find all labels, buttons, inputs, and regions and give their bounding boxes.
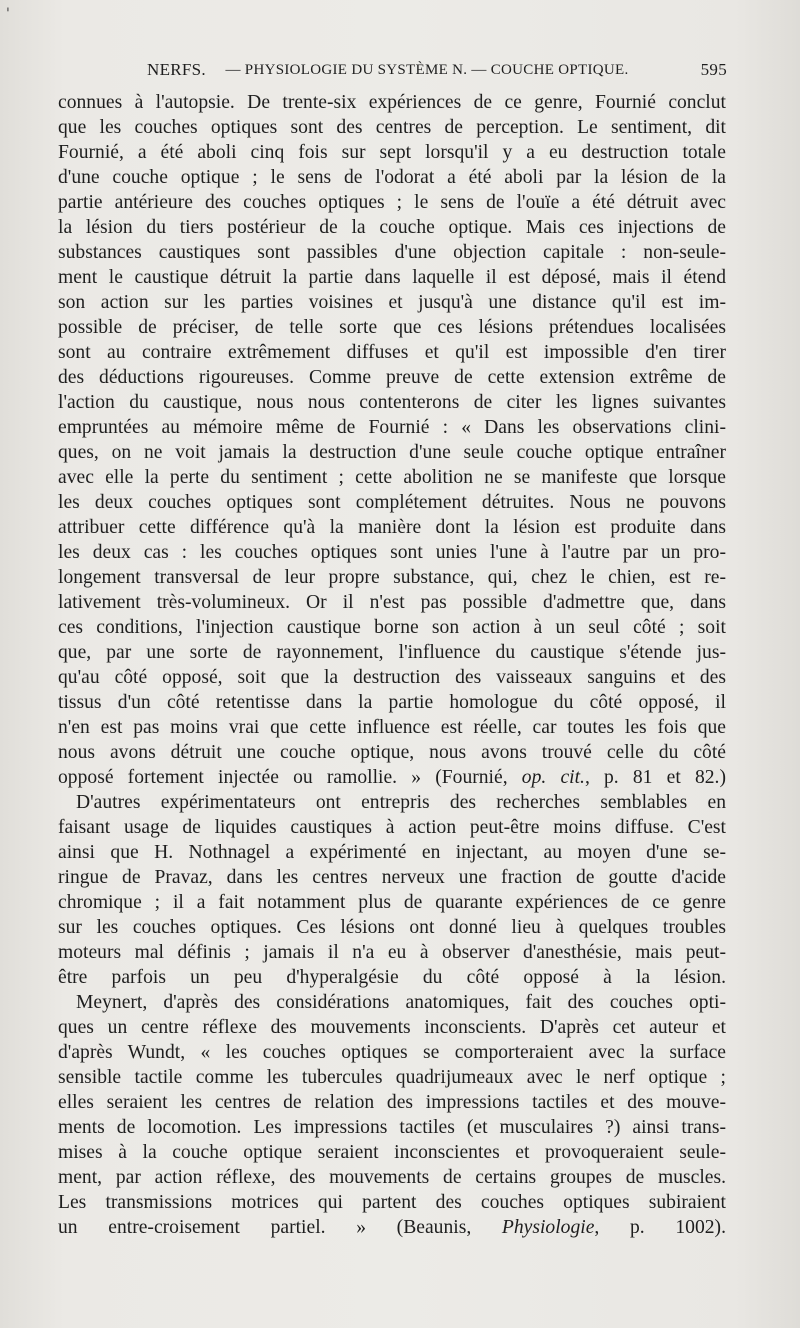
text-line: ces conditions, l'injection caustique borne son action à un seul côté ; soit bbox=[58, 617, 726, 638]
text-line: les deux cas : les couches optiques sont unies l'une à l'autre par un pro- bbox=[58, 542, 726, 563]
text-line: connues à l'autopsie. De trente-six expériences de ce genre, Fournié conclut bbox=[58, 92, 726, 113]
text-line: D'autres expérimentateurs ont entrepris des recherches semblables en bbox=[76, 792, 726, 813]
text-line: nous avons détruit une couche optique, nous avons trouvé celle du côté bbox=[58, 742, 726, 763]
text-line: chromique ; il a fait notamment plus de quarante expériences de ce genre bbox=[58, 892, 726, 913]
text-line: tissus d'un côté retentisse dans la partie homologue du côté opposé, il bbox=[58, 692, 726, 713]
text-line: ment, par action réflexe, des mouvements de certains groupes de muscles. bbox=[58, 1167, 726, 1188]
text-line: l'action du caustique, nous nous contenterons de citer les lignes suivantes bbox=[58, 392, 726, 413]
text-line: substances caustiques sont passibles d'une objection capitale : non-seule- bbox=[58, 242, 726, 263]
page-number: 595 bbox=[700, 60, 727, 79]
text-line: ments de locomotion. Les impressions tactiles (et musculaires ?) ainsi trans- bbox=[58, 1117, 726, 1138]
text-line: faisant usage de liquides caustiques à action peut-être moins diffuse. C'est bbox=[58, 817, 726, 838]
text-run: , p. 1002). bbox=[594, 1217, 726, 1238]
header-section: NERFS. bbox=[147, 60, 206, 79]
text-line-last bbox=[58, 765, 726, 790]
text-line: partie antérieure des couches optiques ; le sens de l'ouïe a été détruit avec bbox=[58, 192, 726, 213]
text-line: lativement très-volumineux. Or il n'est pas possible d'admettre que, dans bbox=[58, 592, 726, 613]
text-line: sensible tactile comme les tubercules quadrijumeaux avec le nerf optique ; bbox=[58, 1067, 726, 1088]
italic-citation: Physiologie bbox=[501, 1217, 595, 1238]
text-line: Meynert, d'après des considérations anatomiques, fait des couches opti- bbox=[76, 992, 726, 1013]
text-line: Fournié, a été aboli cinq fois sur sept lorsqu'il y a eu destruction totale bbox=[58, 142, 726, 163]
text-line: moteurs mal définis ; jamais il n'a eu à observer d'anesthésie, mais peut- bbox=[58, 942, 726, 963]
paragraph bbox=[58, 990, 726, 1240]
text-line: avec elle la perte du sentiment ; cette abolition ne se manifeste que lorsque bbox=[58, 467, 726, 488]
text-line-last bbox=[58, 1215, 726, 1240]
text-line: longement transversal de leur propre substance, qui, chez le chien, est re- bbox=[58, 567, 726, 588]
text-line: son action sur les parties voisines et jusqu'à une distance qu'il est im- bbox=[58, 292, 726, 313]
text-line: des déductions rigoureuses. Comme preuve de cette extension extrême de bbox=[58, 367, 726, 388]
text-line: n'en est pas moins vrai que cette influence est réelle, car toutes les fois que bbox=[58, 717, 726, 738]
paragraph bbox=[58, 790, 726, 990]
text-run: , p. 81 et 82.) bbox=[584, 767, 726, 788]
running-header bbox=[147, 60, 727, 86]
text-line: qu'au côté opposé, soit que la destruction des vaisseaux sanguins et des bbox=[58, 667, 726, 688]
text-line: la lésion du tiers postérieur de la couche optique. Mais ces injections de bbox=[58, 217, 726, 238]
body-text bbox=[58, 90, 726, 1240]
text-line: ringue de Pravaz, dans les centres nerveux une fraction de goutte d'acide bbox=[58, 867, 726, 888]
text-line-last: être parfois un peu d'hyperalgésie du côté opposé à la lésion. bbox=[58, 967, 726, 988]
text-line: elles seraient les centres de relation des impressions tactiles et des mouve- bbox=[58, 1092, 726, 1113]
text-line: ques, on ne voit jamais la destruction d'une seule couche optique entraîner bbox=[58, 442, 726, 463]
text-line: empruntées au mémoire même de Fournié : « Dans les observations clini- bbox=[58, 417, 726, 438]
italic-citation: op. cit. bbox=[521, 767, 585, 788]
text-line: que les couches optiques sont des centres de perception. Le sentiment, dit bbox=[58, 117, 726, 138]
text-line: ainsi que H. Nothnagel a expérimenté en injectant, au moyen d'une se- bbox=[58, 842, 726, 863]
text-line: possible de préciser, de telle sorte que ces lésions prétendues localisées bbox=[58, 317, 726, 338]
text-line: ques un centre réflexe des mouvements inconscients. D'après cet auteur et bbox=[58, 1017, 726, 1038]
text-line: ment le caustique détruit la partie dans laquelle il est déposé, mais il étend bbox=[58, 267, 726, 288]
text-line: mises à la couche optique seraient inconscientes et provoqueraient seule- bbox=[58, 1142, 726, 1163]
text-line: attribuer cette différence qu'à la manière dont la lésion est produite dans bbox=[58, 517, 726, 538]
text-line: sont au contraire extrêmement diffuses et qu'il est impossible d'en tirer bbox=[58, 342, 726, 363]
text-line: d'après Wundt, « les couches optiques se comporteraient avec la surface bbox=[58, 1042, 726, 1063]
paragraph bbox=[58, 90, 726, 790]
text-run: un entre-croisement partiel. » (Beaunis, bbox=[58, 1217, 502, 1238]
corner-mark: ' bbox=[6, 6, 10, 22]
header-title: — PHYSIOLOGIE DU SYSTÈME N. — COUCHE OPTIQUE. bbox=[225, 62, 629, 78]
text-line: Les transmissions motrices qui partent des couches optiques subiraient bbox=[58, 1192, 726, 1213]
text-line: que, par une sorte de rayonnement, l'influence du caustique s'étende jus- bbox=[58, 642, 726, 663]
text-line: sur les couches optiques. Ces lésions ont donné lieu à quelques troubles bbox=[58, 917, 726, 938]
text-run: opposé fortement injectée ou ramollie. » (Fournié, bbox=[58, 767, 522, 788]
text-line: les deux couches optiques sont complétement détruites. Nous ne pouvons bbox=[58, 492, 726, 513]
text-line: d'une couche optique ; le sens de l'odorat a été aboli par la lésion de la bbox=[58, 167, 726, 188]
